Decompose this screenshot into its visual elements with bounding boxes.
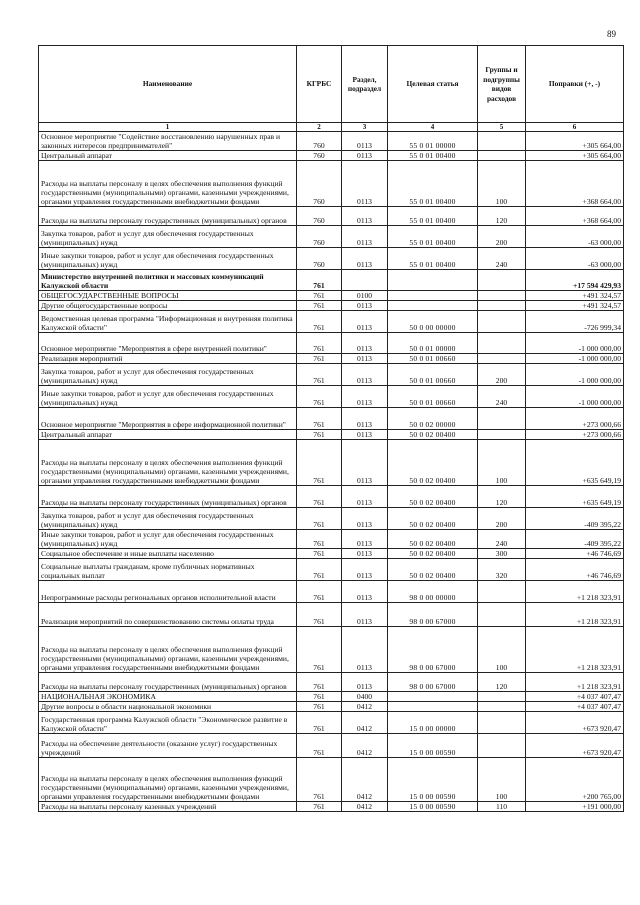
row-section-cell: 0113 <box>342 440 388 486</box>
table-row <box>39 354 624 364</box>
row-target-article-cell: 50 0 02 00400 <box>388 530 478 549</box>
row-name-cell: Социальное обеспечение и иные выплаты населению <box>39 549 297 559</box>
row-name-cell: Расходы на выплаты персоналу государственных (муниципальных) органов <box>39 673 297 692</box>
table-row <box>39 291 624 301</box>
table-header-row <box>39 46 624 123</box>
row-kvsr-cell: 761 <box>297 530 342 549</box>
row-section-cell: 0412 <box>342 802 388 812</box>
column-number: 2 <box>297 123 342 132</box>
row-kvsr-cell: 761 <box>297 270 342 291</box>
row-amount-cell: -1 000 000,00 <box>526 354 624 364</box>
row-kvsr-cell: 761 <box>297 702 342 712</box>
table-row <box>39 311 624 333</box>
row-amount-cell: -409 395,22 <box>526 530 624 549</box>
row-name-cell: Реализация мероприятий <box>39 354 297 364</box>
row-amount-cell: +1 218 323,91 <box>526 603 624 627</box>
row-expense-type-cell: 110 <box>478 802 526 812</box>
row-kvsr-cell: 761 <box>297 354 342 364</box>
row-amount-cell: -1 000 000,00 <box>526 333 624 354</box>
table-row <box>39 386 624 408</box>
row-amount-cell: +1 218 323,91 <box>526 581 624 603</box>
row-kvsr-cell: 760 <box>297 226 342 248</box>
row-section-cell: 0412 <box>342 734 388 758</box>
row-name-cell: Расходы на выплаты персоналу в целях обеспечения выполнения функций государственными (муниципальными) органами, казенными учреждениями, органами управления государственными внебюджетными фондами <box>39 627 297 673</box>
row-expense-type-cell: 320 <box>478 559 526 581</box>
table-row <box>39 758 624 802</box>
row-target-article-cell: 50 0 02 00400 <box>388 430 478 440</box>
table-row <box>39 270 624 291</box>
row-kvsr-cell: 761 <box>297 301 342 311</box>
row-target-article-cell <box>388 301 478 311</box>
row-name-cell: Министерство внутренней политики и массовых коммуникаций Калужской области <box>39 270 297 291</box>
row-target-article-cell: 15 0 00 00000 <box>388 712 478 734</box>
row-target-article-cell: 15 0 00 00590 <box>388 734 478 758</box>
row-name-cell: Другие вопросы в области национальной экономики <box>39 702 297 712</box>
row-section-cell: 0100 <box>342 291 388 301</box>
row-kvsr-cell: 760 <box>297 161 342 207</box>
row-target-article-cell: 55 0 01 00000 <box>388 132 478 151</box>
column-number: 4 <box>388 123 478 132</box>
row-name-cell: Непрограммные расходы региональных органов исполнительной власти <box>39 581 297 603</box>
row-expense-type-cell <box>478 692 526 702</box>
table-row <box>39 673 624 692</box>
row-name-cell: Иные закупки товаров, работ и услуг для обеспечения государственных (муниципальных) нужд <box>39 386 297 408</box>
row-name-cell: Центральный аппарат <box>39 151 297 161</box>
header-kvsr: КГРБС <box>297 46 342 123</box>
row-expense-type-cell <box>478 301 526 311</box>
row-amount-cell: +368 664,00 <box>526 161 624 207</box>
row-target-article-cell: 50 0 01 00660 <box>388 386 478 408</box>
row-expense-type-cell <box>478 311 526 333</box>
row-name-cell: Центральный аппарат <box>39 430 297 440</box>
row-name-cell: Другие общегосударственные вопросы <box>39 301 297 311</box>
row-expense-type-cell: 120 <box>478 673 526 692</box>
row-kvsr-cell: 761 <box>297 430 342 440</box>
row-name-cell: Закупка товаров, работ и услуг для обеспечения государственных (муниципальных) нужд <box>39 508 297 530</box>
row-expense-type-cell <box>478 270 526 291</box>
row-kvsr-cell: 760 <box>297 151 342 161</box>
header-amendments: Поправки (+, -) <box>526 46 624 123</box>
row-expense-type-cell: 100 <box>478 161 526 207</box>
row-amount-cell: +368 664,00 <box>526 207 624 226</box>
row-target-article-cell: 50 0 01 00660 <box>388 364 478 386</box>
row-expense-type-cell: 240 <box>478 530 526 549</box>
row-target-article-cell <box>388 692 478 702</box>
row-expense-type-cell <box>478 734 526 758</box>
row-expense-type-cell: 100 <box>478 758 526 802</box>
row-section-cell: 0113 <box>342 559 388 581</box>
page-number: 89 <box>607 29 616 39</box>
table-row <box>39 364 624 386</box>
row-name-cell: Расходы на выплаты персоналу государственных (муниципальных) органов <box>39 486 297 508</box>
row-section-cell: 0113 <box>342 508 388 530</box>
table-row <box>39 248 624 270</box>
row-section-cell: 0113 <box>342 161 388 207</box>
row-expense-type-cell: 240 <box>478 386 526 408</box>
row-target-article-cell: 50 0 02 00000 <box>388 408 478 430</box>
row-name-cell: ОБЩЕГОСУДАРСТВЕННЫЕ ВОПРОСЫ <box>39 291 297 301</box>
row-section-cell: 0113 <box>342 248 388 270</box>
header-target-article: Целевая статья <box>388 46 478 123</box>
row-section-cell: 0113 <box>342 301 388 311</box>
row-section-cell: 0113 <box>342 311 388 333</box>
row-section-cell: 0412 <box>342 702 388 712</box>
row-target-article-cell: 55 0 01 00400 <box>388 161 478 207</box>
row-target-article-cell: 50 0 01 00000 <box>388 333 478 354</box>
header-section: Раздел, подраздел <box>342 46 388 123</box>
row-expense-type-cell <box>478 354 526 364</box>
column-number: 3 <box>342 123 388 132</box>
row-section-cell: 0113 <box>342 486 388 508</box>
row-expense-type-cell <box>478 291 526 301</box>
row-section-cell: 0113 <box>342 207 388 226</box>
row-section-cell: 0113 <box>342 226 388 248</box>
table-row <box>39 712 624 734</box>
row-name-cell: Государственная программа Калужской области "Экономическое развитие в Калужской области" <box>39 712 297 734</box>
table-row <box>39 508 624 530</box>
row-kvsr-cell: 760 <box>297 207 342 226</box>
row-kvsr-cell: 761 <box>297 802 342 812</box>
row-expense-type-cell <box>478 408 526 430</box>
row-target-article-cell <box>388 270 478 291</box>
table-row <box>39 486 624 508</box>
table-row <box>39 132 624 151</box>
row-kvsr-cell: 761 <box>297 758 342 802</box>
row-kvsr-cell: 761 <box>297 734 342 758</box>
row-amount-cell: +305 664,00 <box>526 151 624 161</box>
row-expense-type-cell: 200 <box>478 226 526 248</box>
header-expense-type: Группы и подгруппы видов расходов <box>478 46 526 123</box>
table-row <box>39 333 624 354</box>
row-amount-cell: +635 649,19 <box>526 440 624 486</box>
row-name-cell: Основное мероприятие "Содействие восстановлению нарушенных прав и законных интересов предпринимателей" <box>39 132 297 151</box>
row-name-cell: Расходы на обеспечение деятельности (оказание услуг) государственных учреждений <box>39 734 297 758</box>
table-row <box>39 702 624 712</box>
column-number-row <box>39 123 624 132</box>
row-section-cell: 0113 <box>342 627 388 673</box>
row-kvsr-cell: 761 <box>297 627 342 673</box>
row-target-article-cell: 98 0 00 67000 <box>388 603 478 627</box>
table-row <box>39 440 624 486</box>
budget-amendments-table <box>38 45 624 812</box>
row-name-cell: Основное мероприятие "Мероприятия в сфере внутренней политики" <box>39 333 297 354</box>
row-amount-cell: -1 000 000,00 <box>526 386 624 408</box>
row-section-cell: 0113 <box>342 430 388 440</box>
row-kvsr-cell: 761 <box>297 559 342 581</box>
row-section-cell: 0113 <box>342 673 388 692</box>
row-amount-cell: -726 999,34 <box>526 311 624 333</box>
row-amount-cell: +1 218 323,91 <box>526 627 624 673</box>
row-section-cell: 0412 <box>342 758 388 802</box>
row-amount-cell: +491 324,57 <box>526 291 624 301</box>
row-expense-type-cell: 240 <box>478 248 526 270</box>
row-name-cell: Иные закупки товаров, работ и услуг для обеспечения государственных (муниципальных) нужд <box>39 248 297 270</box>
row-section-cell: 0113 <box>342 581 388 603</box>
row-target-article-cell: 50 0 02 00400 <box>388 549 478 559</box>
row-target-article-cell: 98 0 00 00000 <box>388 581 478 603</box>
row-name-cell: Расходы на выплаты персоналу в целях обеспечения выполнения функций государственными (муниципальными) органами, казенными учреждениями, органами управления государственными внебюджетными фондами <box>39 161 297 207</box>
row-kvsr-cell: 761 <box>297 581 342 603</box>
row-section-cell: 0113 <box>342 408 388 430</box>
table-row <box>39 151 624 161</box>
row-name-cell: Ведомственная целевая программа "Информационная и внутренняя политика Калужской области" <box>39 311 297 333</box>
table-row <box>39 226 624 248</box>
row-section-cell: 0113 <box>342 354 388 364</box>
row-amount-cell: +1 218 323,91 <box>526 673 624 692</box>
row-target-article-cell: 15 0 00 00590 <box>388 758 478 802</box>
row-kvsr-cell: 761 <box>297 712 342 734</box>
table-row <box>39 207 624 226</box>
row-expense-type-cell: 120 <box>478 486 526 508</box>
row-name-cell: Закупка товаров, работ и услуг для обеспечения государственных (муниципальных) нужд <box>39 364 297 386</box>
table-row <box>39 549 624 559</box>
row-name-cell: НАЦИОНАЛЬНАЯ ЭКОНОМИКА <box>39 692 297 702</box>
row-target-article-cell <box>388 702 478 712</box>
table-row <box>39 530 624 549</box>
row-kvsr-cell: 761 <box>297 291 342 301</box>
row-amount-cell: +273 000,66 <box>526 430 624 440</box>
row-amount-cell: -63 000,00 <box>526 226 624 248</box>
row-amount-cell: +635 649,19 <box>526 486 624 508</box>
row-target-article-cell: 50 0 00 00000 <box>388 311 478 333</box>
row-amount-cell: +17 594 429,93 <box>526 270 624 291</box>
row-target-article-cell: 15 0 00 00590 <box>388 802 478 812</box>
row-expense-type-cell: 200 <box>478 364 526 386</box>
row-amount-cell: +4 037 407,47 <box>526 702 624 712</box>
row-expense-type-cell: 120 <box>478 207 526 226</box>
row-name-cell: Расходы на выплаты персоналу в целях обеспечения выполнения функций государственными (муниципальными) органами, казенными учреждениями, органами управления государственными внебюджетными фондами <box>39 440 297 486</box>
row-target-article-cell: 50 0 02 00400 <box>388 440 478 486</box>
row-target-article-cell: 50 0 01 00660 <box>388 354 478 364</box>
row-section-cell: 0113 <box>342 530 388 549</box>
row-section-cell: 0113 <box>342 132 388 151</box>
row-expense-type-cell <box>478 132 526 151</box>
table-row <box>39 734 624 758</box>
table-row <box>39 692 624 702</box>
row-name-cell: Реализация мероприятий по совершенствованию системы оплаты труда <box>39 603 297 627</box>
header-name: Наименование <box>39 46 297 123</box>
row-kvsr-cell: 761 <box>297 603 342 627</box>
row-name-cell: Социальные выплаты гражданам, кроме публичных нормативных социальных выплат <box>39 559 297 581</box>
table-row <box>39 161 624 207</box>
row-kvsr-cell: 761 <box>297 549 342 559</box>
row-kvsr-cell: 761 <box>297 440 342 486</box>
row-target-article-cell: 98 0 00 67000 <box>388 673 478 692</box>
row-section-cell: 0113 <box>342 386 388 408</box>
row-amount-cell: +305 664,00 <box>526 132 624 151</box>
row-kvsr-cell: 761 <box>297 486 342 508</box>
table-row <box>39 408 624 430</box>
row-expense-type-cell: 100 <box>478 627 526 673</box>
row-kvsr-cell: 761 <box>297 408 342 430</box>
row-section-cell <box>342 270 388 291</box>
row-kvsr-cell: 761 <box>297 333 342 354</box>
row-expense-type-cell <box>478 581 526 603</box>
row-expense-type-cell <box>478 430 526 440</box>
row-kvsr-cell: 761 <box>297 311 342 333</box>
row-expense-type-cell <box>478 702 526 712</box>
row-amount-cell: -63 000,00 <box>526 248 624 270</box>
row-kvsr-cell: 761 <box>297 692 342 702</box>
row-amount-cell: +491 324,57 <box>526 301 624 311</box>
row-expense-type-cell <box>478 333 526 354</box>
row-name-cell: Закупка товаров, работ и услуг для обеспечения государственных (муниципальных) нужд <box>39 226 297 248</box>
row-amount-cell: +4 037 407,47 <box>526 692 624 702</box>
row-target-article-cell: 55 0 01 00400 <box>388 207 478 226</box>
row-amount-cell: +673 920,47 <box>526 734 624 758</box>
column-number: 6 <box>526 123 624 132</box>
row-amount-cell: +673 920,47 <box>526 712 624 734</box>
row-target-article-cell: 55 0 01 00400 <box>388 151 478 161</box>
row-target-article-cell: 98 0 00 67000 <box>388 627 478 673</box>
row-name-cell: Расходы на выплаты персоналу государственных (муниципальных) органов <box>39 207 297 226</box>
row-amount-cell: +46 746,69 <box>526 549 624 559</box>
row-target-article-cell: 55 0 01 00400 <box>388 248 478 270</box>
row-amount-cell: +46 746,69 <box>526 559 624 581</box>
row-section-cell: 0412 <box>342 712 388 734</box>
row-target-article-cell: 50 0 02 00400 <box>388 508 478 530</box>
row-amount-cell: -409 395,22 <box>526 508 624 530</box>
row-amount-cell: -1 000 000,00 <box>526 364 624 386</box>
row-amount-cell: +273 000,66 <box>526 408 624 430</box>
row-expense-type-cell: 300 <box>478 549 526 559</box>
table-row <box>39 603 624 627</box>
row-name-cell: Иные закупки товаров, работ и услуг для обеспечения государственных (муниципальных) нужд <box>39 530 297 549</box>
row-name-cell: Основное мероприятие "Мероприятия в сфере информационной политики" <box>39 408 297 430</box>
row-section-cell: 0113 <box>342 364 388 386</box>
row-kvsr-cell: 761 <box>297 364 342 386</box>
row-target-article-cell <box>388 291 478 301</box>
table-row <box>39 559 624 581</box>
row-kvsr-cell: 760 <box>297 132 342 151</box>
row-kvsr-cell: 760 <box>297 248 342 270</box>
row-section-cell: 0400 <box>342 692 388 702</box>
table-row <box>39 581 624 603</box>
row-expense-type-cell <box>478 603 526 627</box>
table-body <box>39 132 624 812</box>
row-expense-type-cell <box>478 712 526 734</box>
row-amount-cell: +191 000,00 <box>526 802 624 812</box>
table-row <box>39 301 624 311</box>
column-number: 5 <box>478 123 526 132</box>
row-name-cell: Расходы на выплаты персоналу казенных учреждений <box>39 802 297 812</box>
row-section-cell: 0113 <box>342 333 388 354</box>
row-section-cell: 0113 <box>342 549 388 559</box>
row-target-article-cell: 55 0 01 00400 <box>388 226 478 248</box>
row-expense-type-cell <box>478 151 526 161</box>
row-kvsr-cell: 761 <box>297 386 342 408</box>
row-kvsr-cell: 761 <box>297 508 342 530</box>
row-expense-type-cell: 100 <box>478 440 526 486</box>
row-amount-cell: +200 765,00 <box>526 758 624 802</box>
row-name-cell: Расходы на выплаты персоналу в целях обеспечения выполнения функций государственными (муниципальными) органами, казенными учреждениями, органами управления государственными внебюджетными фондами <box>39 758 297 802</box>
row-target-article-cell: 50 0 02 00400 <box>388 486 478 508</box>
row-section-cell: 0113 <box>342 603 388 627</box>
row-target-article-cell: 50 0 02 00400 <box>388 559 478 581</box>
table-row <box>39 430 624 440</box>
table-row <box>39 802 624 812</box>
row-section-cell: 0113 <box>342 151 388 161</box>
table-row <box>39 627 624 673</box>
row-expense-type-cell: 200 <box>478 508 526 530</box>
row-kvsr-cell: 761 <box>297 673 342 692</box>
column-number: 1 <box>39 123 297 132</box>
